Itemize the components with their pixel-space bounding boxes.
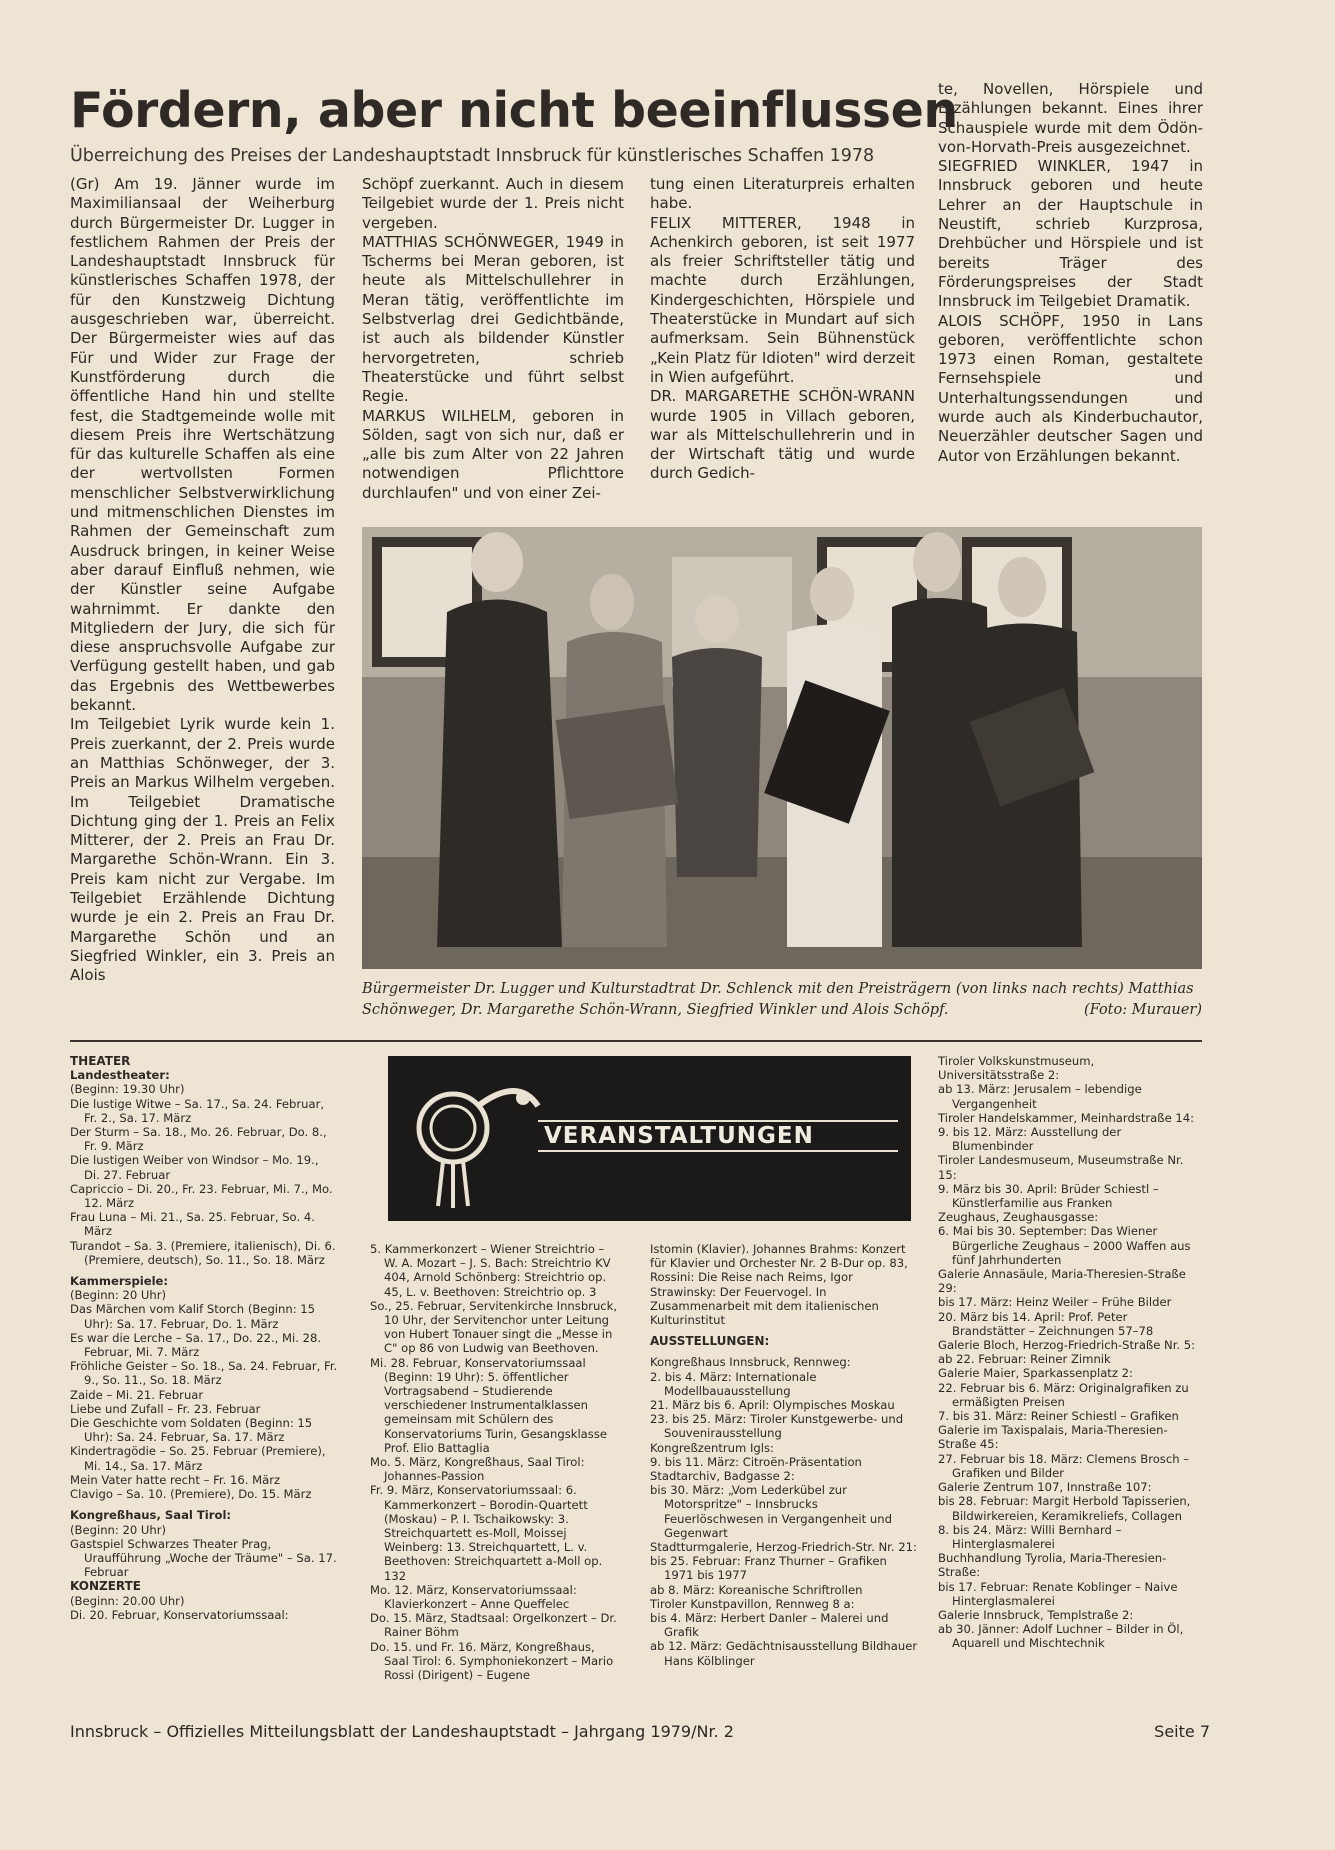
ausstellung-entry: ab 13. März: Jerusalem – lebendige Vergangenheit [938, 1082, 1142, 1111]
ausstellung-venue: Galerie Innsbruck, Templstraße 2: [938, 1607, 1134, 1622]
ausstellung-entry: bis 4. März: Herbert Danler – Malerei und Grafik [650, 1611, 889, 1640]
ausstellung-entry: 22. Februar bis 6. März: Originalgrafiken zu ermäßigten Preisen [938, 1380, 1189, 1409]
ausstellung-venue: Kongreßhaus Innsbruck, Rennweg: [650, 1355, 851, 1370]
article-column-3 [650, 175, 915, 510]
kammerspiele-entry: Mein Vater hatte recht – Fr. 16. März [70, 1472, 281, 1487]
ausstellung-venue: Galerie Zentrum 107, Innstraße 107: [938, 1480, 1152, 1495]
article-column-1 [70, 175, 335, 1020]
kongresshaus-heading: Kongreßhaus, Saal Tirol: [70, 1508, 232, 1523]
kammerspiele-entry: Es war die Lerche – Sa. 17., Do. 22., Mi. 28. Februar, Mi. 7. März [70, 1330, 322, 1360]
article-col3-a: tung einen Literaturpreis erhalten habe. [650, 175, 915, 213]
landestheater-entry: Turandot – Sa. 3. (Premiere, italienisch), Di. 6. (Premiere, deutsch), So. 11., So. 18. März [70, 1238, 336, 1267]
ausstellung-entry: bis 30. März: „Vom Lederkübel zur Motorspritze" – Innsbrucks Feuerlöschwesen in Vergangenheit und Gegenwart [650, 1483, 892, 1540]
konzert-entry: Do. 15. März, Stadtsaal: Orgelkonzert – Dr. Rainer Böhm [370, 1611, 617, 1640]
photo-credit: (Foto: Murauer) [1084, 1002, 1202, 1018]
award-photo-image [362, 527, 1202, 969]
award-photo [362, 527, 1202, 969]
kammerspiele-begin: (Beginn: 20 Uhr) [70, 1288, 167, 1303]
ausstellung-venue: Stadtturmgalerie, Herzog-Friedrich-Str. Nr. 21: [650, 1540, 917, 1555]
ausstellung-entry: ab 22. Februar: Reiner Zimnik [938, 1352, 1111, 1367]
article-intro: (Gr) Am 19. Jänner wurde im Maximiliansaal der Weiherburg durch Bürgermeister Dr. Lugger in festlichem Rahmen der Preis der Landeshauptstadt Innsbruck für künstlerisches Schaffen 1978, der für den Kunstzweig Dichtung ausgeschrieben war, überreicht. Der Bürgermeister wies auf das Für und Wider zur Frage der Kunstförderung durch die öffentliche Hand hin und stellte fest, die Stadtgemeinde wolle mit diesem Preis ihre Wertschätzung für das kulturelle Schaffen als eine der wertvollsten Formen menschlicher Selbstverwirklichung und mitmenschlichen Dienstes im Rahmen der Gemeinschaft zum Ausdruck bringen, in keiner Weise aber darauf Einfluß nehmen, wie der Künstler seine Aufgabe wahrnimmt. Er dankte den Mitgliedern der Jury, die sich für diese anspruchsvolle Aufgabe zur Verfügung gestellt haben, und gab das Ergebnis des Wettbewerbes bekannt. [70, 175, 335, 715]
photo-caption [362, 979, 1202, 1021]
ausstellungen-list-2 [938, 1054, 1204, 1651]
kongresshaus-begin: (Beginn: 20 Uhr) [70, 1522, 167, 1537]
bio-schoen-wrann: DR. MARGARETHE SCHÖN-WRANN wurde 1905 in Villach geboren, war als Mittelschullehrerin und in der Wirtschaft tätig und wurde durch Gedich- [650, 387, 915, 483]
landestheater-list [70, 1097, 338, 1267]
events-column-2 [370, 1242, 620, 1707]
konzert-entry: Do. 15. und Fr. 16. März, Kongreßhaus, Saal Tirol: 6. Symphoniekonzert – Mario Rossi (Dirigent) – Eugene [370, 1639, 614, 1683]
kammerspiele-entry: Liebe und Zufall – Fr. 23. Februar [70, 1401, 261, 1416]
landestheater-entry: Die lustigen Weiber von Windsor – Mo. 19., Di. 27. Februar [70, 1153, 319, 1182]
veranstaltungen-banner [388, 1056, 911, 1221]
landestheater-entry: Frau Luna – Mi. 21., Sa. 25. Februar, So. 4. März [70, 1210, 315, 1239]
section-divider [70, 1040, 1202, 1042]
ausstellung-venue: Galerie Bloch, Herzog-Friedrich-Straße Nr. 5: [938, 1338, 1196, 1353]
ausstellung-venue: Galerie Maier, Sparkassenplatz 2: [938, 1366, 1133, 1381]
headline: Fördern, aber nicht beeinflussen [70, 82, 958, 139]
events-column-4 [938, 1054, 1204, 1709]
footer-text: Innsbruck – Offizielles Mitteilungsblatt der Landeshauptstadt – Jahrgang 1979/Nr. 2 [70, 1722, 734, 1741]
landestheater-begin: (Beginn: 19.30 Uhr) [70, 1082, 185, 1097]
bio-schoepf: ALOIS SCHÖPF, 1950 in Lans geboren, veröffentlichte schon 1973 einen Roman, gestaltete Fernsehspiele und Unterhaltungssendungen und wurde auch als Kinderbuchautor, Neuerzähler deutscher Sagen und Autor von Erzählungen bekannt. [938, 311, 1203, 465]
konzerte-begin: (Beginn: 20.00 Uhr) [70, 1593, 185, 1608]
ausstellung-entry: 23. bis 25. März: Tiroler Kunstgewerbe- und Souvenirausstellung [650, 1412, 904, 1441]
article-results: Im Teilgebiet Lyrik wurde kein 1. Preis zuerkannt, der 2. Preis wurde an Matthias Schönweger, der 3. Preis an Markus Wilhelm vergeben. Im Teilgebiet Dramatische Dichtung ging der 1. Preis an Felix Mitterer, der 2. Preis an Frau Dr. Margarethe Schön-Wrann. Ein 3. Preis kam nicht zur Vergabe. Im Teilgebiet Erzählende Dichtung wurde je ein 2. Preis an Frau Dr. Margarethe Schön und an Siegfried Winkler, ein 3. Preis an Alois [70, 715, 335, 985]
events-column-1 [70, 1054, 338, 1704]
landestheater-entry: Capriccio – Di. 20., Fr. 23. Februar, Mi. 7., Mo. 12. März [70, 1181, 333, 1211]
konzert-entry: Fr. 9. März, Konservatoriumssaal: 6. Kammerkonzert – Borodin-Quartett (Moskau) – P. I. Tschaikowsky: 3. Streichquartett es-Moll, Moissej Weinberg: 13. Streichquartett, L. v. Beethoven: Streichquartett a-Moll op. 132 [370, 1483, 603, 1583]
kammerspiele-entry: Kindertragödie – So. 25. Februar (Premiere), Mi. 14., Sa. 17. März [70, 1444, 326, 1473]
ausstellung-entry: 6. Mai bis 30. September: Das Wiener Bürgerliche Zeughaus – 2000 Waffen aus fünf Jahrhunderten [938, 1224, 1191, 1267]
ausstellung-venue: Tiroler Handelskammer, Meinhardstraße 14: [938, 1110, 1195, 1125]
konzert-entry: So., 25. Februar, Servitenkirche Innsbruck, 10 Uhr, der Servitenchor unter Leitung von Hubert Tonauer singt die „Messe in C" op 86 von Ludwig van Beethoven. [370, 1298, 618, 1356]
bio-mitterer: FELIX MITTERER, 1948 in Achenkirch geboren, ist seit 1977 als freier Schriftsteller tätig und machte durch Erzählungen, Kindergeschichten, Hörspiele und Theaterstücke in Mundart auf sich aufmerksam. Sein Bühnenstück „Kein Platz für Idioten" wird derzeit in Wien aufgeführt. [650, 213, 915, 386]
kammerspiele-entry: Zaide – Mi. 21. Februar [70, 1387, 204, 1402]
posthorn-logo-icon [398, 1056, 548, 1221]
ausstellung-venue: Zeughaus, Zeughausgasse: [938, 1210, 1099, 1225]
banner-title: VERANSTALTUNGEN [544, 1123, 814, 1149]
ausstellung-entry: 2. bis 4. März: Internationale Modellbauausstellung [650, 1369, 817, 1398]
konzerte-heading: KONZERTE [70, 1579, 141, 1594]
ausstellung-venue: Galerie Annasäule, Maria-Theresien-Straße 29: [938, 1267, 1186, 1296]
kammerspiele-list [70, 1302, 338, 1501]
kongresshaus-list [70, 1537, 338, 1580]
ausstellungen-list [650, 1355, 918, 1667]
article-column-2 [362, 175, 624, 510]
ausstellung-venue: Stadtarchiv, Badgasse 2: [650, 1469, 795, 1484]
kammerspiele-entry: Das Märchen vom Kalif Storch (Beginn: 15 Uhr): Sa. 17. Februar, Do. 1. März [70, 1302, 316, 1331]
bio-wilhelm: MARKUS WILHELM, geboren in Sölden, sagt von sich nur, daß er „alle bis zum Alter von 22 Jahren notwendigen Pflichttore durchlaufen" und von einer Zei- [362, 406, 624, 502]
kongresshaus-entry: Gastspiel Schwarzes Theater Prag, Uraufführung „Woche der Träume" – Sa. 17. Februar [70, 1536, 337, 1580]
ausstellung-entry: 21. März bis 6. April: Olympisches Moskau [650, 1398, 895, 1413]
ausstellung-venue: Tiroler Kunstpavillon, Rennweg 8 a: [650, 1596, 855, 1611]
article-col4-a: te, Novellen, Hörspiele und Erzählungen bekannt. Eines ihrer Schauspiele wurde mit dem Ödön-von-Horvath-Preis ausgezeichnet. [938, 80, 1203, 156]
theater-heading: THEATER [70, 1054, 131, 1068]
ausstellung-venue: Kongreßzentrum Igls: [650, 1440, 774, 1455]
ausstellung-entry: bis 25. Februar: Franz Thurner – Grafiken 1971 bis 1977 [650, 1554, 887, 1583]
ausstellung-entry: 9. bis 11. März: Citroën-Präsentation [650, 1454, 862, 1469]
ausstellung-entry: 27. Februar bis 18. März: Clemens Brosch – Grafiken und Bilder [938, 1451, 1190, 1480]
ausstellung-entry: bis 17. März: Heinz Weiler – Frühe Bilder [938, 1295, 1172, 1310]
ausstellung-entry: ab 8. März: Koreanische Schriftrollen [650, 1582, 863, 1597]
konzert-entry: 5. Kammerkonzert – Wiener Streichtrio – W. A. Mozart – J. S. Bach: Streichtrio KV 404, Arnold Schönberg: Streichtrio op. 45, L. v. Beethoven: Streichtrio op. 3 [370, 1242, 611, 1299]
bio-schoenweger: MATTHIAS SCHÖNWEGER, 1949 in Tscherms bei Meran geboren, ist heute als Mittelschullehrer in Meran tätig, veröffentlichte im Selbstverlag drei Gedichtbände, ist auch als bildender Künstler hervorgetreten, schrieb Theaterstücke und führt selbst Regie. [362, 232, 624, 406]
ausstellung-entry: 9. bis 12. März: Ausstellung der Blumenbinder [938, 1125, 1122, 1154]
ausstellung-venue: Tiroler Landesmuseum, Museumstraße Nr. 15: [938, 1153, 1184, 1182]
ausstellungen-heading: AUSSTELLUNGEN: [650, 1334, 770, 1349]
ausstellung-entry: ab 30. Jänner: Adolf Luchner – Bilder in Öl, Aquarell und Mischtechnik [938, 1622, 1184, 1651]
subheadline: Überreichung des Preises der Landeshauptstadt Innsbruck für künstlerisches Schaffen 1978 [70, 146, 875, 166]
kammerspiele-entry: Clavigo – Sa. 10. (Premiere), Do. 15. März [70, 1487, 312, 1502]
bio-winkler: SIEGFRIED WINKLER, 1947 in Innsbruck geboren und heute Lehrer an der Hauptschule in Neustift, schrieb Kurzprosa, Drehbücher und Hörspiele und ist bereits Träger des Förderungspreises der Stadt Innsbruck im Teilgebiet Dramatik. [938, 157, 1203, 311]
ausstellung-venue: Galerie im Taxispalais, Maria-Theresien-Straße 45: [938, 1423, 1168, 1452]
ausstellung-entry: 20. März bis 14. April: Prof. Peter Brandstätter – Zeichnungen 57–78 [938, 1309, 1154, 1338]
landestheater-entry: Die lustige Witwe – Sa. 17., Sa. 24. Februar, Fr. 2., Sa. 17. März [70, 1096, 325, 1125]
kammerspiele-entry: Fröhliche Geister – So. 18., Sa. 24. Februar, Fr. 9., So. 11., So. 18. März [70, 1359, 338, 1388]
konzert-entry: Mo. 5. März, Kongreßhaus, Saal Tirol: Johannes-Passion [370, 1455, 585, 1484]
konzert-entry: Mo. 12. März, Konservatoriumssaal: Klavierkonzert – Anne Queffelec [370, 1582, 577, 1612]
kammerspiele-entry: Die Geschichte vom Soldaten (Beginn: 15 Uhr): Sa. 24. Februar, Sa. 17. März [70, 1416, 313, 1445]
konzerte-first: Di. 20. Februar, Konservatoriumssaal: [70, 1607, 289, 1622]
events-column-3 [650, 1242, 918, 1707]
konzerte-continued: Istomin (Klavier). Johannes Brahms: Konzert für Klavier und Orchester Nr. 2 B-Dur op. 83, Rossini: Die Reise nach Reims, Igor Strawinsky: Der Feuervogel. In Zusammenarbeit mit dem italienischen Kulturinstitut [650, 1242, 908, 1328]
page-number: Seite 7 [1154, 1722, 1210, 1741]
ausstellung-entry: bis 17. Februar: Renate Koblinger – Naive Hinterglasmalerei [938, 1579, 1178, 1608]
ausstellung-entry: ab 12. März: Gedächtnisausstellung Bildhauer Hans Kölblinger [650, 1639, 918, 1668]
ausstellung-venue: Buchhandlung Tyrolia, Maria-Theresien-Straße: [938, 1551, 1167, 1580]
konzerte-list [370, 1242, 620, 1682]
ausstellung-entry: 9. März bis 30. April: Brüder Schiestl – Künstlerfamilie aus Franken [938, 1181, 1159, 1211]
photo-caption-text: Bürgermeister Dr. Lugger und Kulturstadtrat Dr. Schlenck mit den Preisträgern (von links nach rechts) Matthias Schönweger, Dr. Margarethe Schön-Wrann, Siegfried Winkler und Alois Schöpf. [362, 981, 1194, 1018]
konzert-entry: Mi. 28. Februar, Konservatoriumssaal (Beginn: 19 Uhr): 5. öffentlicher Vortragsabend – Studierende verschiedener Instrumentalklassen gemeinsam mit Schülern des Konservatoriums Turin, Gesangsklasse Prof. Elio Battaglia [370, 1355, 608, 1455]
article-col2-a: Schöpf zuerkannt. Auch in diesem Teilgebiet wurde der 1. Preis nicht vergeben. [362, 175, 624, 232]
ausstellung-entry: 7. bis 31. März: Reiner Schiestl – Grafiken [938, 1409, 1179, 1424]
landestheater-heading: Landestheater: [70, 1068, 170, 1083]
ausstellung-entry: bis 28. Februar: Margit Herbold Tapisserien, Bildwirkereien, Keramikreliefs, Collagen [938, 1494, 1191, 1523]
kammerspiele-heading: Kammerspiele: [70, 1274, 169, 1289]
ausstellung-venue: Tiroler Volkskunstmuseum, Universitätsstraße 2: [938, 1054, 1095, 1083]
ausstellung-entry: 8. bis 24. März: Willi Bernhard – Hinterglasmalerei [938, 1522, 1122, 1551]
article-column-4 [938, 80, 1203, 510]
landestheater-entry: Der Sturm – Sa. 18., Mo. 26. Februar, Do. 8., Fr. 9. März [70, 1125, 327, 1154]
